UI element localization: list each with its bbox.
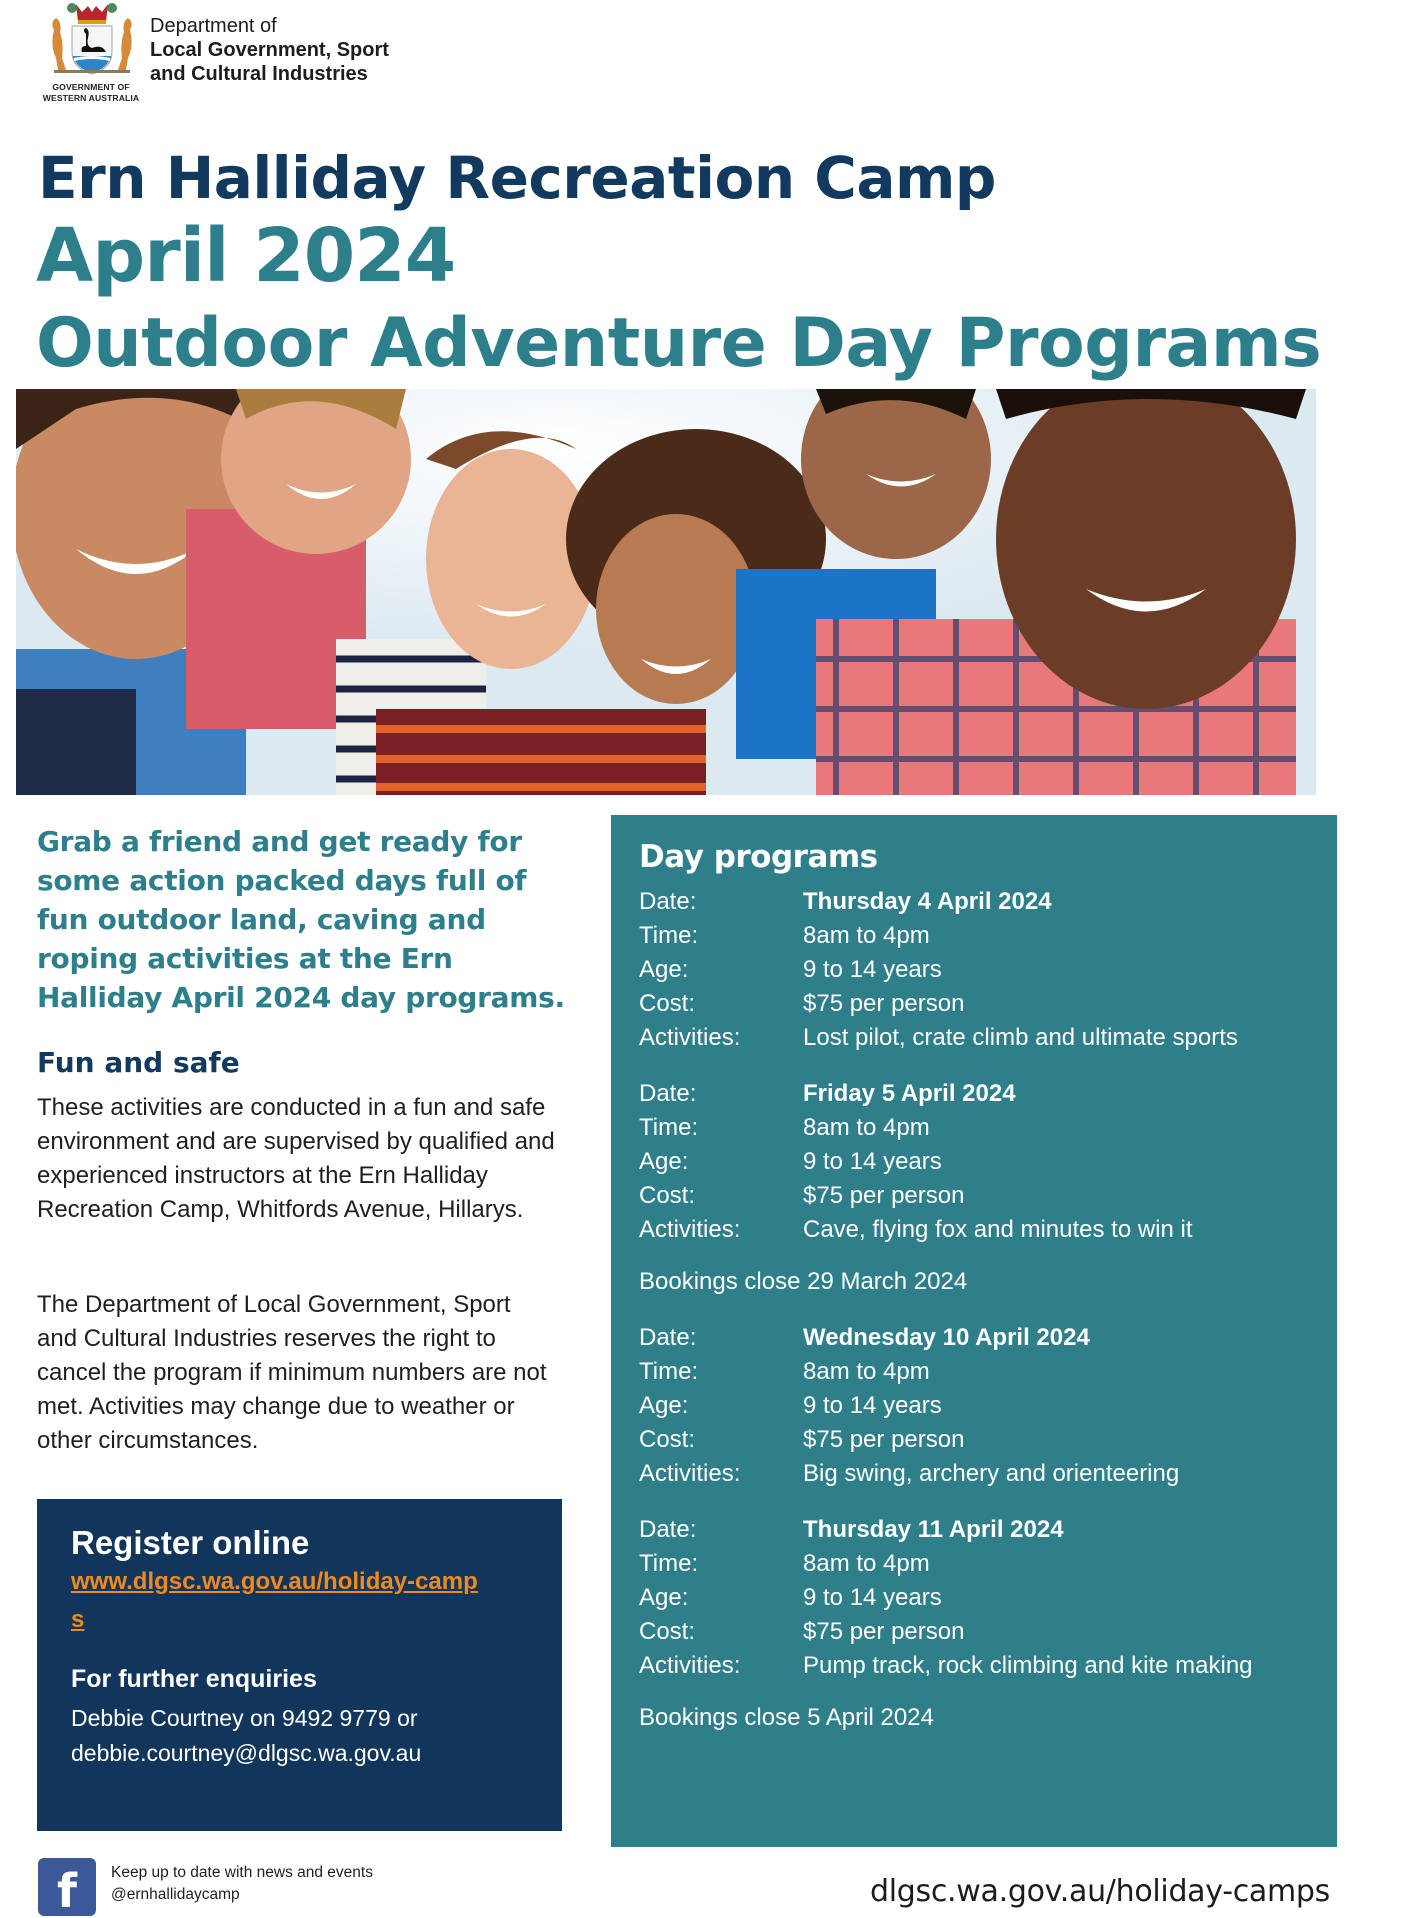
children-group-image bbox=[16, 389, 1316, 795]
program-age: 9 to 14 years bbox=[803, 1584, 942, 1611]
program-time: 8am to 4pm bbox=[803, 1358, 930, 1385]
program-age: 9 to 14 years bbox=[803, 1148, 942, 1175]
social-text bbox=[111, 1862, 373, 1906]
program-time: 8am to 4pm bbox=[803, 1550, 930, 1577]
department-line-1: Department of bbox=[150, 15, 277, 37]
wa-coat-of-arms-icon bbox=[42, 0, 142, 80]
bookings-close-notice: Bookings close 29 March 2024 bbox=[639, 1268, 968, 1295]
age-label: Age: bbox=[639, 1392, 689, 1419]
activities-label: Activities: bbox=[639, 1024, 741, 1051]
gov-line-1: GOVERNMENT OF bbox=[52, 82, 130, 92]
fun-and-safe-paragraph-1: These activities are conducted in a fun and safe environment and are supervised by qualified and experienced instructors at the Ern Halliday Recreation Camp, Whitfords Avenue, Hillarys. bbox=[37, 1094, 555, 1223]
time-label: Time: bbox=[639, 922, 699, 949]
intro-text: Grab a friend and get ready for some action packed days full of fun outdoor land, caving and roping activities at the Ern Halliday April 2024 day programs. bbox=[37, 825, 565, 1014]
cost-label: Cost: bbox=[639, 1182, 696, 1209]
program-cost: $75 per person bbox=[803, 1182, 965, 1209]
program-cost: $75 per person bbox=[803, 990, 965, 1017]
day-programs-panel bbox=[611, 815, 1337, 1847]
footer-website-link[interactable]: dlgsc.wa.gov.au/holiday-camps bbox=[870, 1874, 1330, 1909]
cost-label: Cost: bbox=[639, 1426, 696, 1453]
program-entry bbox=[639, 1077, 1309, 1247]
gov-line-2: WESTERN AUSTRALIA bbox=[42, 93, 140, 103]
program-age: 9 to 14 years bbox=[803, 956, 942, 983]
register-box bbox=[37, 1499, 562, 1831]
social-tagline: Keep up to date with news and events bbox=[111, 1864, 373, 1881]
department-line-2: Local Government, Sport bbox=[150, 39, 389, 61]
date-label: Date: bbox=[639, 1324, 697, 1351]
cost-label: Cost: bbox=[639, 990, 696, 1017]
program-activities: Big swing, archery and orienteering bbox=[803, 1460, 1180, 1487]
department-name bbox=[150, 14, 389, 86]
program-cost: $75 per person bbox=[803, 1426, 965, 1453]
activities-label: Activities: bbox=[639, 1460, 741, 1487]
program-entry bbox=[639, 1321, 1309, 1491]
program-time: 8am to 4pm bbox=[803, 922, 930, 949]
program-date: Thursday 11 April 2024 bbox=[803, 1516, 1064, 1543]
children-photo bbox=[16, 389, 1316, 795]
register-link[interactable]: www.dlgsc.wa.gov.au/holiday-camps bbox=[71, 1568, 478, 1633]
government-logo bbox=[36, 0, 146, 106]
facebook-handle[interactable]: @ernhallidaycamp bbox=[111, 1886, 240, 1903]
bookings-close-notice: Bookings close 5 April 2024 bbox=[639, 1704, 934, 1731]
program-date: Friday 5 April 2024 bbox=[803, 1080, 1016, 1107]
time-label: Time: bbox=[639, 1550, 699, 1577]
facebook-icon[interactable]: f bbox=[38, 1858, 96, 1916]
fun-and-safe-heading: Fun and safe bbox=[37, 1046, 240, 1079]
register-heading: Register online bbox=[71, 1524, 310, 1561]
program-age: 9 to 14 years bbox=[803, 1392, 942, 1419]
cost-label: Cost: bbox=[639, 1618, 696, 1645]
fun-and-safe-paragraph-2: The Department of Local Government, Sport and Cultural Industries reserves the right to cancel the program if minimum numbers are not met. Activities may change due to weather or other circumstances. bbox=[37, 1291, 547, 1454]
activities-label: Activities: bbox=[639, 1652, 741, 1679]
program-activities: Pump track, rock climbing and kite making bbox=[803, 1652, 1253, 1679]
program-cost: $75 per person bbox=[803, 1618, 965, 1645]
age-label: Age: bbox=[639, 1584, 689, 1611]
department-line-3: and Cultural Industries bbox=[150, 63, 368, 85]
program-date: Wednesday 10 April 2024 bbox=[803, 1324, 1090, 1351]
date-label: Date: bbox=[639, 1080, 697, 1107]
day-programs-heading: Day programs bbox=[639, 839, 878, 875]
age-label: Age: bbox=[639, 956, 689, 983]
program-time: 8am to 4pm bbox=[803, 1114, 930, 1141]
enquiries-heading: For further enquiries bbox=[71, 1665, 317, 1693]
month-year-title: April 2024 bbox=[36, 213, 456, 299]
time-label: Time: bbox=[639, 1114, 699, 1141]
enquiries-email[interactable]: debbie.courtney@dlgsc.wa.gov.au bbox=[71, 1740, 422, 1766]
program-entry bbox=[639, 885, 1309, 1055]
program-activities: Lost pilot, crate climb and ultimate sports bbox=[803, 1024, 1238, 1051]
enquiries-phone: Debbie Courtney on 9492 9779 or bbox=[71, 1705, 418, 1731]
date-label: Date: bbox=[639, 1516, 697, 1543]
program-date: Thursday 4 April 2024 bbox=[803, 888, 1052, 915]
date-label: Date: bbox=[639, 888, 697, 915]
program-entry bbox=[639, 1513, 1309, 1683]
program-activities: Cave, flying fox and minutes to win it bbox=[803, 1216, 1193, 1243]
government-label bbox=[36, 82, 146, 104]
enquiries-contact bbox=[71, 1701, 528, 1771]
age-label: Age: bbox=[639, 1148, 689, 1175]
activities-label: Activities: bbox=[639, 1216, 741, 1243]
camp-name-title: Ern Halliday Recreation Camp bbox=[38, 144, 996, 212]
time-label: Time: bbox=[639, 1358, 699, 1385]
program-type-title: Outdoor Adventure Day Programs bbox=[36, 304, 1322, 383]
